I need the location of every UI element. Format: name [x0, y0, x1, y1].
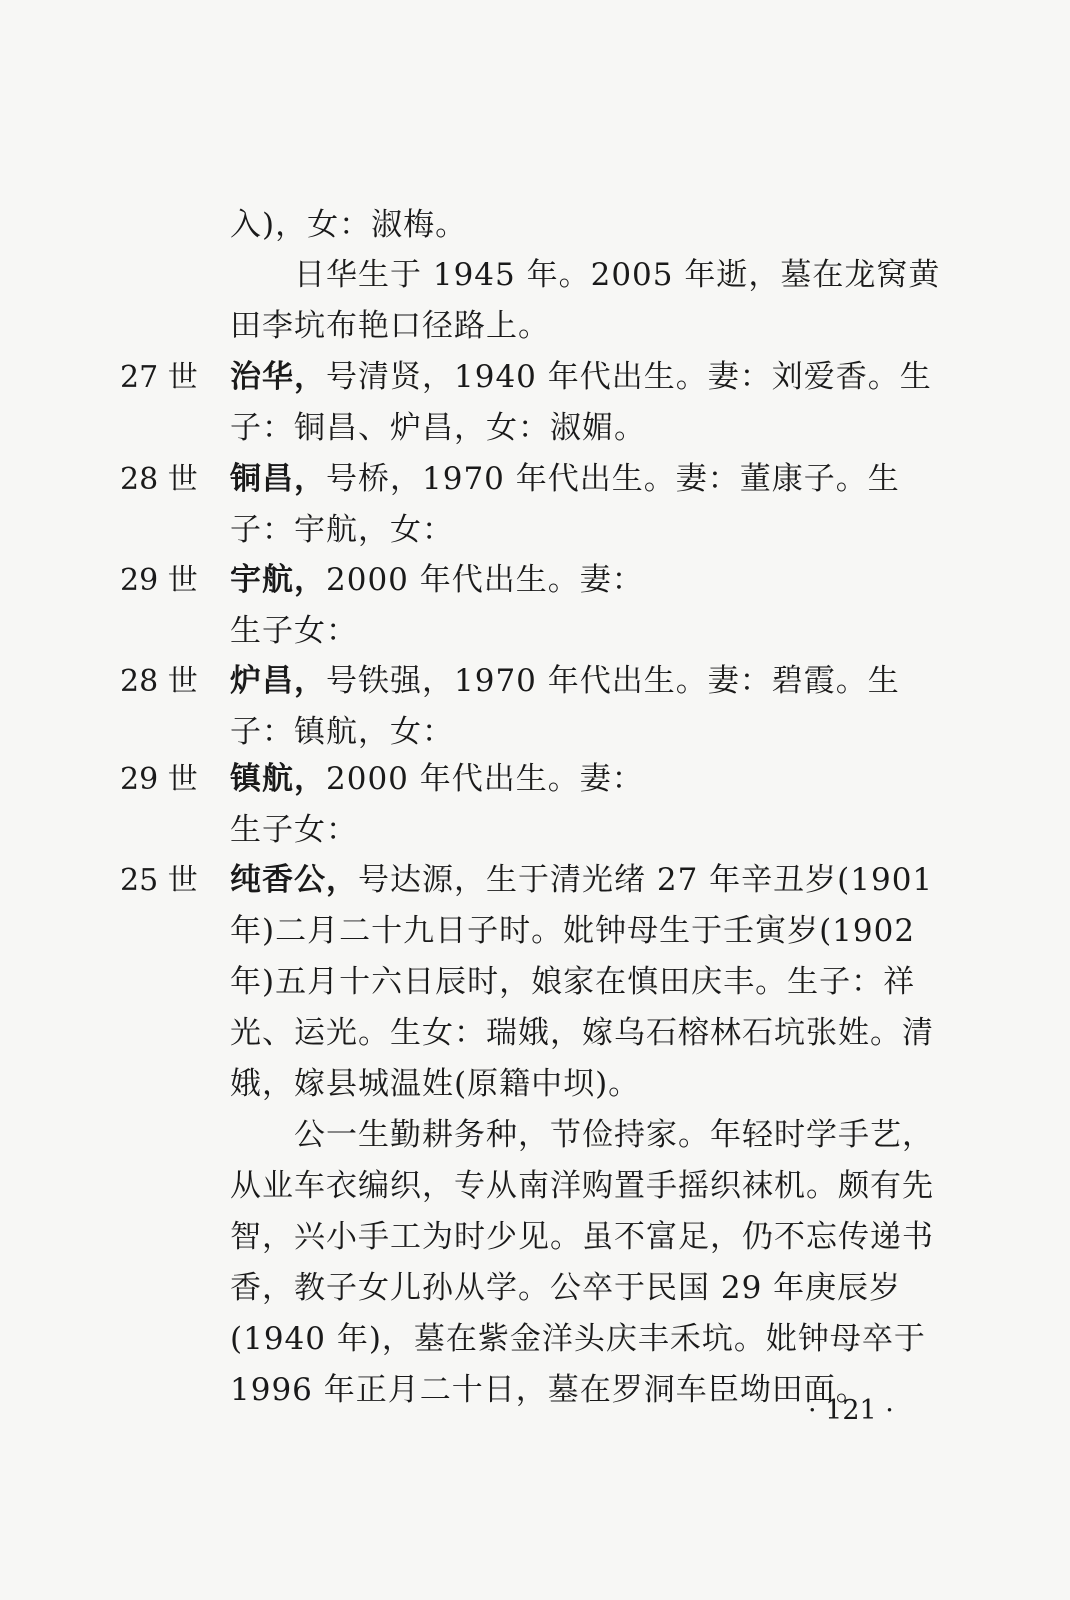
- entry-body: 号清贤，1940 年代出生。妻：刘爱香。生子：铜昌、炉昌，女：淑媚。: [230, 359, 932, 446]
- generation-label: 29 世: [120, 563, 198, 598]
- generation-label: 28 世: [120, 462, 198, 497]
- page-number: · 121 ·: [808, 1395, 894, 1426]
- entry-body: 号达源，生于清光绪 27 年辛丑岁(1901年)二月二十九日子时。妣钟母生于壬寅岁(1902年)五月十六日辰时，娘家在慎田庆丰。生子：祥光、运光。生女：瑞娥，嫁乌石榕林石坑张姓。清娥，嫁县城温姓(原籍中坝)。: [230, 862, 934, 1102]
- entry-body: 号铁强，1970 年代出生。妻：碧霞。生子：镇航，女：: [230, 663, 900, 750]
- continued-paragraph: 日华生于 1945 年。2005 年逝，墓在龙窝黄田李坑布艳口径路上。: [230, 257, 941, 344]
- generation-label: 28 世: [120, 664, 198, 699]
- genealogy-entry: [120, 454, 950, 556]
- entry-text: [230, 352, 950, 454]
- entry-text: [230, 454, 950, 556]
- entry-body: 2000 年代出生。妻：: [326, 761, 644, 797]
- person-name: 镇航，: [230, 761, 326, 797]
- person-name: 炉昌，: [230, 663, 326, 699]
- genealogy-entry: [120, 855, 950, 1416]
- person-name: 宇航，: [230, 562, 326, 598]
- entry-paragraph: 公一生勤耕务种，节俭持家。年轻时学手艺，从业车衣编织，专从南洋购置手摇织袜机。颇有先智，兴小手工为时少见。虽不富足，仍不忘传递书香，教子女儿孙从学。公卒于民国 29 年庚辰岁(1940 年)，墓在紫金洋头庆丰禾坑。妣钟母卒于1996 年正月二十日，墓在罗洞车臣坳田面。: [230, 1117, 934, 1408]
- genealogy-entry: [120, 555, 950, 657]
- entry-body: 号桥，1970 年代出生。妻：董康子。生子：宇航，女：: [230, 461, 900, 548]
- genealogy-entry: [120, 352, 950, 454]
- genealogy-entry: [120, 754, 950, 856]
- entry-text: [230, 754, 950, 805]
- entry-text: [230, 555, 950, 606]
- entry-body: 2000 年代出生。妻：: [326, 562, 644, 598]
- generation-label: 27 世: [120, 360, 198, 395]
- entry-extra: 生子女：: [230, 812, 358, 848]
- person-name: 纯香公，: [230, 862, 358, 898]
- person-name: 治华，: [230, 359, 326, 395]
- person-name: 铜昌，: [230, 461, 326, 497]
- entry-text: [230, 656, 950, 758]
- generation-label: 25 世: [120, 863, 198, 898]
- continued-line: 入)，女：淑梅。: [230, 207, 468, 243]
- generation-label: 29 世: [120, 762, 198, 797]
- entry-text: [230, 855, 950, 1110]
- genealogy-entry: [120, 656, 950, 758]
- entry-extra: 生子女：: [230, 613, 358, 649]
